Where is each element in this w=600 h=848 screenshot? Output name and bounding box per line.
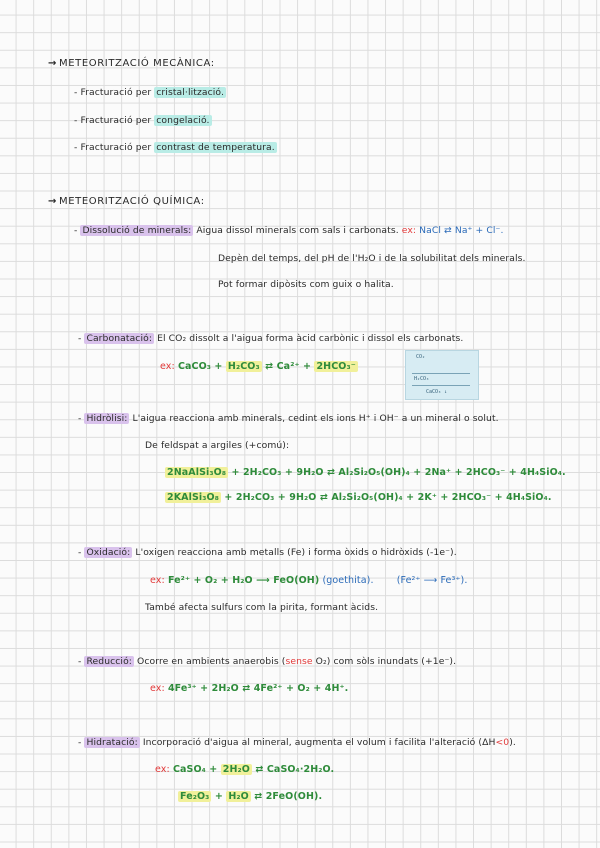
mech-title: METEORITZACIÓ MECÀNICA: bbox=[58, 58, 215, 69]
eq-part: + 2H₂CO₃ + 9H₂O ⇄ Al₂Si₂O₅(OH)₄ + 2K⁺ + 2HCO₃⁻ + 4H₄SiO₄. bbox=[220, 492, 552, 503]
diagram-line bbox=[412, 373, 470, 374]
carbonatacio-line-1 bbox=[78, 333, 463, 344]
eq-part: + bbox=[211, 791, 227, 802]
hidratacio-line-1 bbox=[78, 737, 516, 748]
diagram-line bbox=[412, 385, 470, 386]
hidrolisi-text: L'aigua reacciona amb minerals, cedint els ions H⁺ i OH⁻ a un mineral o solut. bbox=[132, 413, 499, 424]
carbonatacio-text: El CO₂ dissolt a l'aigua forma àcid carbònic i dissol els carbonats. bbox=[157, 333, 464, 344]
example-label: ex: bbox=[150, 683, 165, 694]
hidratacio-text: Incorporació d'aigua al mineral, augmenta el volum i facilita l'alteració (ΔH bbox=[142, 737, 496, 748]
eq-part: ⇄ 2FeO(OH). bbox=[250, 791, 323, 802]
diagram-label: CaCO₃ ↓ bbox=[426, 389, 448, 395]
mech-item-highlight: cristal·lització. bbox=[156, 87, 224, 98]
dissolucio-line-1 bbox=[74, 225, 503, 236]
hidratacio-label: Hidratació: bbox=[86, 737, 138, 748]
dissolucio-line-3: Pot formar dipòsits com guix o halita. bbox=[218, 279, 394, 290]
mech-item-highlight: congelació. bbox=[156, 115, 210, 126]
example-label: ex: bbox=[160, 361, 175, 372]
eq-highlight: H₂CO₃ bbox=[227, 361, 260, 372]
mech-item-text: Fracturació per bbox=[80, 142, 155, 153]
oxidacio-line-1 bbox=[78, 547, 457, 558]
fe-note: (Fe²⁺ ⟶ Fe³⁺). bbox=[396, 575, 468, 586]
eq-highlight: 2HCO₃⁻ bbox=[316, 361, 356, 372]
reduccio-text: Ocorre en ambients anaerobis ( bbox=[137, 656, 286, 667]
dash: - bbox=[78, 547, 85, 558]
oxidacio-label: Oxidació: bbox=[86, 547, 131, 558]
dash: - bbox=[74, 115, 81, 126]
eq-highlight: 2NaAlSi₃O₈ bbox=[167, 467, 227, 478]
carbonatacio-equation bbox=[160, 361, 358, 372]
dissolucio-equation: NaCl ⇄ Na⁺ + Cl⁻. bbox=[419, 225, 504, 236]
carbonation-diagram-image bbox=[405, 350, 479, 400]
dash: - bbox=[78, 413, 85, 424]
reduccio-line-1 bbox=[78, 656, 456, 667]
carbonatacio-label: Carbonatació: bbox=[86, 333, 153, 344]
goethite-note: (goethita). bbox=[322, 575, 374, 586]
reduccio-text: O₂) com sòls inundats (+1e⁻). bbox=[312, 656, 457, 667]
eq-part: CaSO₄ + bbox=[172, 764, 221, 775]
dissolucio-label: Dissolució de minerals: bbox=[82, 225, 192, 236]
dash: - bbox=[78, 333, 85, 344]
hidratacio-equation-2 bbox=[178, 791, 322, 802]
reduccio-emphasis: sense bbox=[285, 656, 313, 667]
dissolucio-text: Aigua dissol minerals com sals i carbonats. bbox=[196, 225, 399, 236]
diagram-label: H₂CO₃ bbox=[414, 376, 430, 382]
dash: - bbox=[78, 656, 85, 667]
dissolucio-line-2: Depèn del temps, del pH de l'H₂O i de la solubilitat dels minerals. bbox=[218, 253, 526, 264]
arrow-icon: → bbox=[48, 196, 57, 207]
hidrolisi-equation-2 bbox=[165, 492, 552, 503]
mech-item-text: Fracturació per bbox=[80, 115, 155, 126]
reduccio-label: Reducció: bbox=[86, 656, 132, 667]
hidrolisi-equation-1 bbox=[165, 467, 566, 478]
hidratacio-emphasis: <0 bbox=[495, 737, 510, 748]
dash: - bbox=[74, 142, 81, 153]
oxidacio-eq: Fe²⁺ + O₂ + H₂O ⟶ FeO(OH) bbox=[167, 575, 320, 586]
oxidacio-line-3: També afecta sulfurs com la pirita, formant àcids. bbox=[145, 602, 379, 613]
hidratacio-text: ). bbox=[509, 737, 516, 748]
chem-title: METEORITZACIÓ QUÍMICA: bbox=[58, 196, 205, 207]
hidrolisi-label: Hidròlisi: bbox=[86, 413, 128, 424]
oxidacio-text: L'oxigen reacciona amb metalls (Fe) i forma òxids o hidròxids (-1e⁻). bbox=[135, 547, 457, 558]
reduccio-eq: 4Fe³⁺ + 2H₂O ⇄ 4Fe²⁺ + O₂ + 4H⁺. bbox=[167, 683, 349, 694]
eq-part: ⇄ CaSO₄·2H₂O. bbox=[251, 764, 335, 775]
example-label: ex: bbox=[155, 764, 170, 775]
chem-heading bbox=[48, 196, 205, 207]
mech-item-1 bbox=[74, 87, 226, 98]
mech-item-2 bbox=[74, 115, 212, 126]
oxidacio-equation bbox=[150, 575, 467, 586]
example-label: ex: bbox=[150, 575, 165, 586]
eq-highlight: 2KAlSi₃O₈ bbox=[167, 492, 219, 503]
example-label: ex: bbox=[401, 225, 417, 236]
eq-highlight: H₂O bbox=[228, 791, 249, 802]
diagram-label: CO₂ bbox=[416, 354, 426, 360]
arrow-icon: → bbox=[48, 58, 57, 69]
mech-item-highlight: contrast de temperatura. bbox=[156, 142, 275, 153]
hidrolisi-line-2: De feldspat a argiles (+comú): bbox=[145, 440, 290, 451]
eq-part: + 2H₂CO₃ + 9H₂O ⇄ Al₂Si₂O₅(OH)₄ + 2Na⁺ + 2HCO₃⁻ + 4H₄SiO₄. bbox=[228, 467, 566, 478]
dash: - bbox=[74, 87, 81, 98]
hidrolisi-line-1 bbox=[78, 413, 499, 424]
dash: - bbox=[78, 737, 85, 748]
reduccio-equation bbox=[150, 683, 348, 694]
mech-item-text: Fracturació per bbox=[80, 87, 155, 98]
mech-heading bbox=[48, 58, 215, 69]
dash: - bbox=[74, 225, 81, 236]
eq-part: ⇄ Ca²⁺ + bbox=[261, 361, 315, 372]
eq-highlight: 2H₂O bbox=[222, 764, 250, 775]
eq-part: CaCO₃ + bbox=[177, 361, 226, 372]
eq-highlight: Fe₂O₃ bbox=[180, 791, 210, 802]
mech-item-3 bbox=[74, 142, 277, 153]
hidratacio-equation-1 bbox=[155, 764, 334, 775]
